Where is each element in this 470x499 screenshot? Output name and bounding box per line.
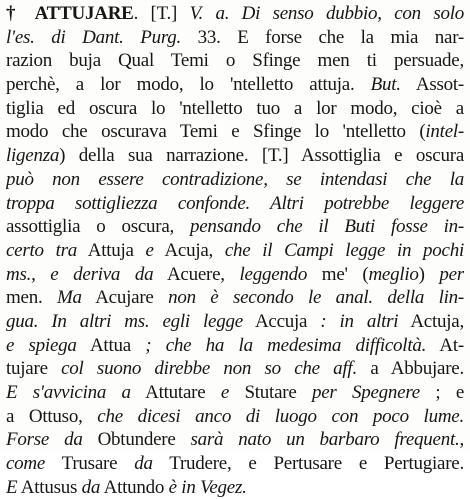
- text-segment: gua. In altri ms. egli legge: [6, 310, 243, 332]
- text-segment: tiglia ed oscura lo 'ntelletto tuo a lor modo, cioè a: [6, 97, 464, 119]
- text-segment: men.: [6, 287, 57, 309]
- entry-line: [6, 120, 464, 144]
- entry-line: [6, 2, 464, 26]
- text-segment: Actuja,: [398, 310, 464, 332]
- text-segment: E: [6, 476, 18, 498]
- text-segment: †: [6, 3, 35, 24]
- text-segment: pensando che il Buti fosse in-: [189, 216, 464, 238]
- entry-line: [6, 73, 464, 97]
- entry-line: [6, 405, 464, 429]
- text-segment: assottiglia o oscura,: [6, 216, 190, 238]
- text-segment: che il Campi legge in pochi: [224, 239, 464, 261]
- entry-line: [6, 97, 464, 121]
- text-segment: è in Vegez.: [168, 476, 247, 498]
- text-segment: meglio: [368, 263, 419, 285]
- text-segment: Accuja: [242, 310, 321, 332]
- text-segment: . [T.]: [133, 3, 190, 24]
- text-segment: da: [81, 476, 101, 498]
- text-segment: Acujare: [81, 287, 169, 309]
- text-segment: ATTUJARE: [34, 3, 134, 24]
- entry-line: [6, 215, 464, 239]
- text-segment: e: [145, 239, 154, 261]
- text-segment: Stutare: [229, 382, 312, 403]
- text-segment: V. a. Di senso dubbio, con solo: [189, 3, 464, 24]
- text-segment: ; che ha la medesima difficoltà.: [145, 334, 427, 356]
- text-segment: Ma: [56, 287, 82, 309]
- text-segment: e spiega: [6, 334, 77, 356]
- text-segment: certo tra: [6, 239, 77, 261]
- text-segment: ): [418, 263, 440, 285]
- text-segment: per: [439, 263, 464, 285]
- text-segment: razion buja Qual Temi o Sfinge men ti persuade,: [6, 50, 464, 72]
- text-segment: col suono direbbe non so che aff.: [61, 358, 357, 380]
- text-segment: ms., e deriva da: [6, 263, 154, 285]
- dictionary-entry-text: [6, 2, 464, 499]
- text-segment: tujare: [6, 358, 62, 380]
- text-segment: che dicesi anco di luogo con poco lume.: [97, 405, 464, 427]
- text-segment: a Ottuso,: [6, 405, 98, 427]
- text-segment: non è secondo le anal. della lin-: [168, 287, 464, 309]
- text-segment: e: [220, 382, 230, 403]
- text-segment: Trudere, e Pertusare e Pertugiare.: [152, 453, 464, 475]
- text-segment: ; e: [419, 382, 464, 403]
- text-segment: come: [6, 453, 46, 475]
- text-segment: per Spegnere: [311, 382, 420, 403]
- text-segment: ,: [459, 429, 464, 451]
- text-segment: Assot-: [400, 74, 464, 96]
- text-segment: ligenza: [6, 145, 60, 167]
- entry-line: [6, 310, 464, 334]
- text-segment: Attuja: [77, 239, 146, 261]
- entry-line: [6, 168, 464, 192]
- entry-line: [6, 144, 464, 168]
- entry-line: [6, 49, 464, 73]
- text-segment: Acuja,: [153, 239, 225, 261]
- text-segment: At-: [426, 334, 464, 356]
- text-segment: Attutare: [130, 382, 221, 403]
- text-segment: Attundo: [100, 476, 169, 498]
- text-segment: E s'avvicina a: [6, 382, 131, 403]
- entry-line: [6, 357, 464, 381]
- text-segment: Obtundere: [82, 429, 191, 451]
- text-segment: perchè, a lor modo, lo 'ntelletto attuja.: [6, 74, 371, 96]
- text-segment: intel-: [425, 121, 464, 143]
- entry-line: [6, 428, 464, 452]
- text-segment: l'es. di Dant. Purg.: [6, 26, 182, 48]
- text-segment: 33. E forse che la mia nar-: [181, 26, 464, 48]
- text-segment: leggendo: [239, 263, 308, 285]
- text-segment: But.: [370, 74, 401, 96]
- entry-line: [6, 239, 464, 263]
- entry-line: [6, 192, 464, 216]
- text-segment: modo che oscurava Temi e Sfinge lo 'ntelletto (: [6, 121, 426, 143]
- entry-line: [6, 334, 464, 358]
- text-segment: ) della sua narrazione. [T.] Assottiglia e oscura: [59, 145, 464, 167]
- text-segment: Trusare: [45, 453, 135, 475]
- text-segment: da: [134, 453, 153, 475]
- entry-line: [6, 476, 464, 499]
- entry-line: [6, 263, 464, 287]
- text-segment: Acuere,: [153, 263, 240, 285]
- text-segment: : in altri: [320, 310, 399, 332]
- entry-line: [6, 286, 464, 310]
- text-segment: me' (: [307, 263, 369, 285]
- text-segment: può non essere contradizione, se intendasi che la: [6, 168, 464, 190]
- text-segment: Attusus: [17, 476, 82, 498]
- text-segment: sarà nato un barbaro frequent.: [190, 429, 460, 451]
- entry-line: [6, 381, 464, 405]
- text-segment: troppa sottigliezza confonde. Altri potrebbe leggere: [6, 192, 464, 214]
- text-segment: a Abbujare.: [356, 358, 464, 380]
- text-segment: Attua: [76, 334, 146, 356]
- entry-line: [6, 452, 464, 476]
- text-segment: Forse da: [6, 429, 83, 451]
- entry-line: [6, 26, 464, 50]
